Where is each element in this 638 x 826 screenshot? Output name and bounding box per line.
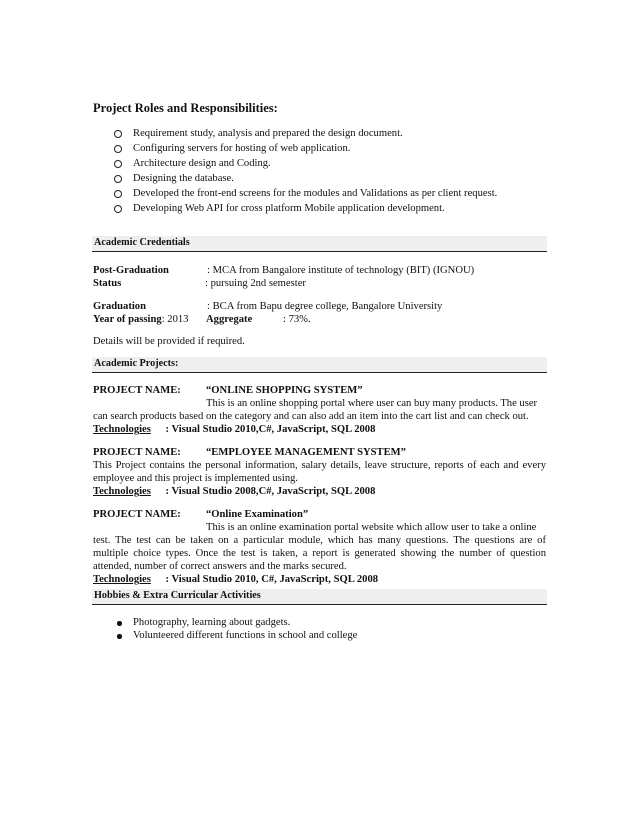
project-name-label: PROJECT NAME: <box>93 447 181 458</box>
circle-bullet-icon <box>114 130 122 138</box>
list-item-text: Developed the front-end screens for the modules and Validations as per client request. <box>133 188 498 199</box>
pg-value: : MCA from Bangalore institute of technology (BIT) (IGNOU) <box>207 265 475 276</box>
project-desc-line1: This is an online shopping portal where user can buy many products. The user <box>206 398 538 409</box>
status-label: Status <box>93 278 122 289</box>
project-title: “EMPLOYEE MANAGEMENT SYSTEM” <box>206 447 406 458</box>
project-desc: test. The test can be taken on a particular module, which has many questions. The questions are of multiple choice types. Once the test is taken, a report is generated showing the number of question attended, number of correct answers and the marks secured. <box>93 535 546 572</box>
section-title: Academic Projects: <box>94 358 179 369</box>
project-title: “Online Examination” <box>206 509 309 520</box>
project-desc-line1: This is an online examination portal website which allow user to take a online <box>206 522 537 533</box>
technologies-value: : Visual Studio 2010,C#, JavaScript, SQL 2008 <box>165 424 376 435</box>
circle-bullet-icon <box>114 205 122 213</box>
list-item-text: Architecture design and Coding. <box>133 158 271 169</box>
circle-bullet-icon <box>114 190 122 198</box>
details-note: Details will be provided if required. <box>93 336 245 347</box>
year-of-passing <box>93 313 188 326</box>
section-title: Hobbies & Extra Curricular Activities <box>94 590 261 601</box>
list-item-text: Requirement study, analysis and prepared the design document. <box>133 128 403 139</box>
project-name-label: PROJECT NAME: <box>93 385 181 396</box>
aggregate-value: : 73%. <box>283 314 311 325</box>
project-desc: can search products based on the category and can also add an item into the cart list and can check out. <box>93 411 529 422</box>
aggregate-label: Aggregate <box>206 314 253 325</box>
technologies-row <box>93 423 375 436</box>
technologies-value: : Visual Studio 2010, C#, JavaScript, SQL 2008 <box>165 574 379 585</box>
technologies-row <box>93 573 378 586</box>
grad-value: : BCA from Bapu degree college, Bangalore University <box>207 301 443 312</box>
section-title: Academic Credentials <box>94 237 190 248</box>
project-name-label: PROJECT NAME: <box>93 509 181 520</box>
circle-bullet-icon <box>114 175 122 183</box>
bullet-dot-icon <box>117 634 122 639</box>
list-item-text: Volunteered different functions in school and college <box>133 630 358 641</box>
grad-label: Graduation <box>93 301 146 312</box>
circle-bullet-icon <box>114 160 122 168</box>
list-item-text: Configuring servers for hosting of web application. <box>133 143 351 154</box>
technologies-label: Technologies <box>93 486 151 497</box>
technologies-label: Technologies <box>93 574 151 585</box>
circle-bullet-icon <box>114 145 122 153</box>
list-item-text: Designing the database. <box>133 173 234 184</box>
technologies-row <box>93 485 375 498</box>
technologies-label: Technologies <box>93 424 151 435</box>
hobbies-header <box>92 589 547 605</box>
roles-heading: Project Roles and Responsibilities: <box>93 101 278 115</box>
year-value: : 2013 <box>161 314 189 325</box>
bullet-dot-icon <box>117 621 122 626</box>
project-title: “ONLINE SHOPPING SYSTEM” <box>206 385 363 396</box>
list-item-text: Photography, learning about gadgets. <box>133 617 291 628</box>
list-item-text: Developing Web API for cross platform Mobile application development. <box>133 203 445 214</box>
technologies-value: : Visual Studio 2008,C#, JavaScript, SQL 2008 <box>165 486 376 497</box>
academic-credentials-header <box>92 236 547 252</box>
year-label: Year of passing <box>93 314 162 325</box>
academic-projects-header <box>92 357 547 373</box>
project-desc: This Project contains the personal information, salary details, leave structure, reports of each and every employee and this project is implemented using. <box>93 460 546 484</box>
status-value: : pursuing 2nd semester <box>205 278 306 289</box>
pg-label: Post-Graduation <box>93 265 169 276</box>
